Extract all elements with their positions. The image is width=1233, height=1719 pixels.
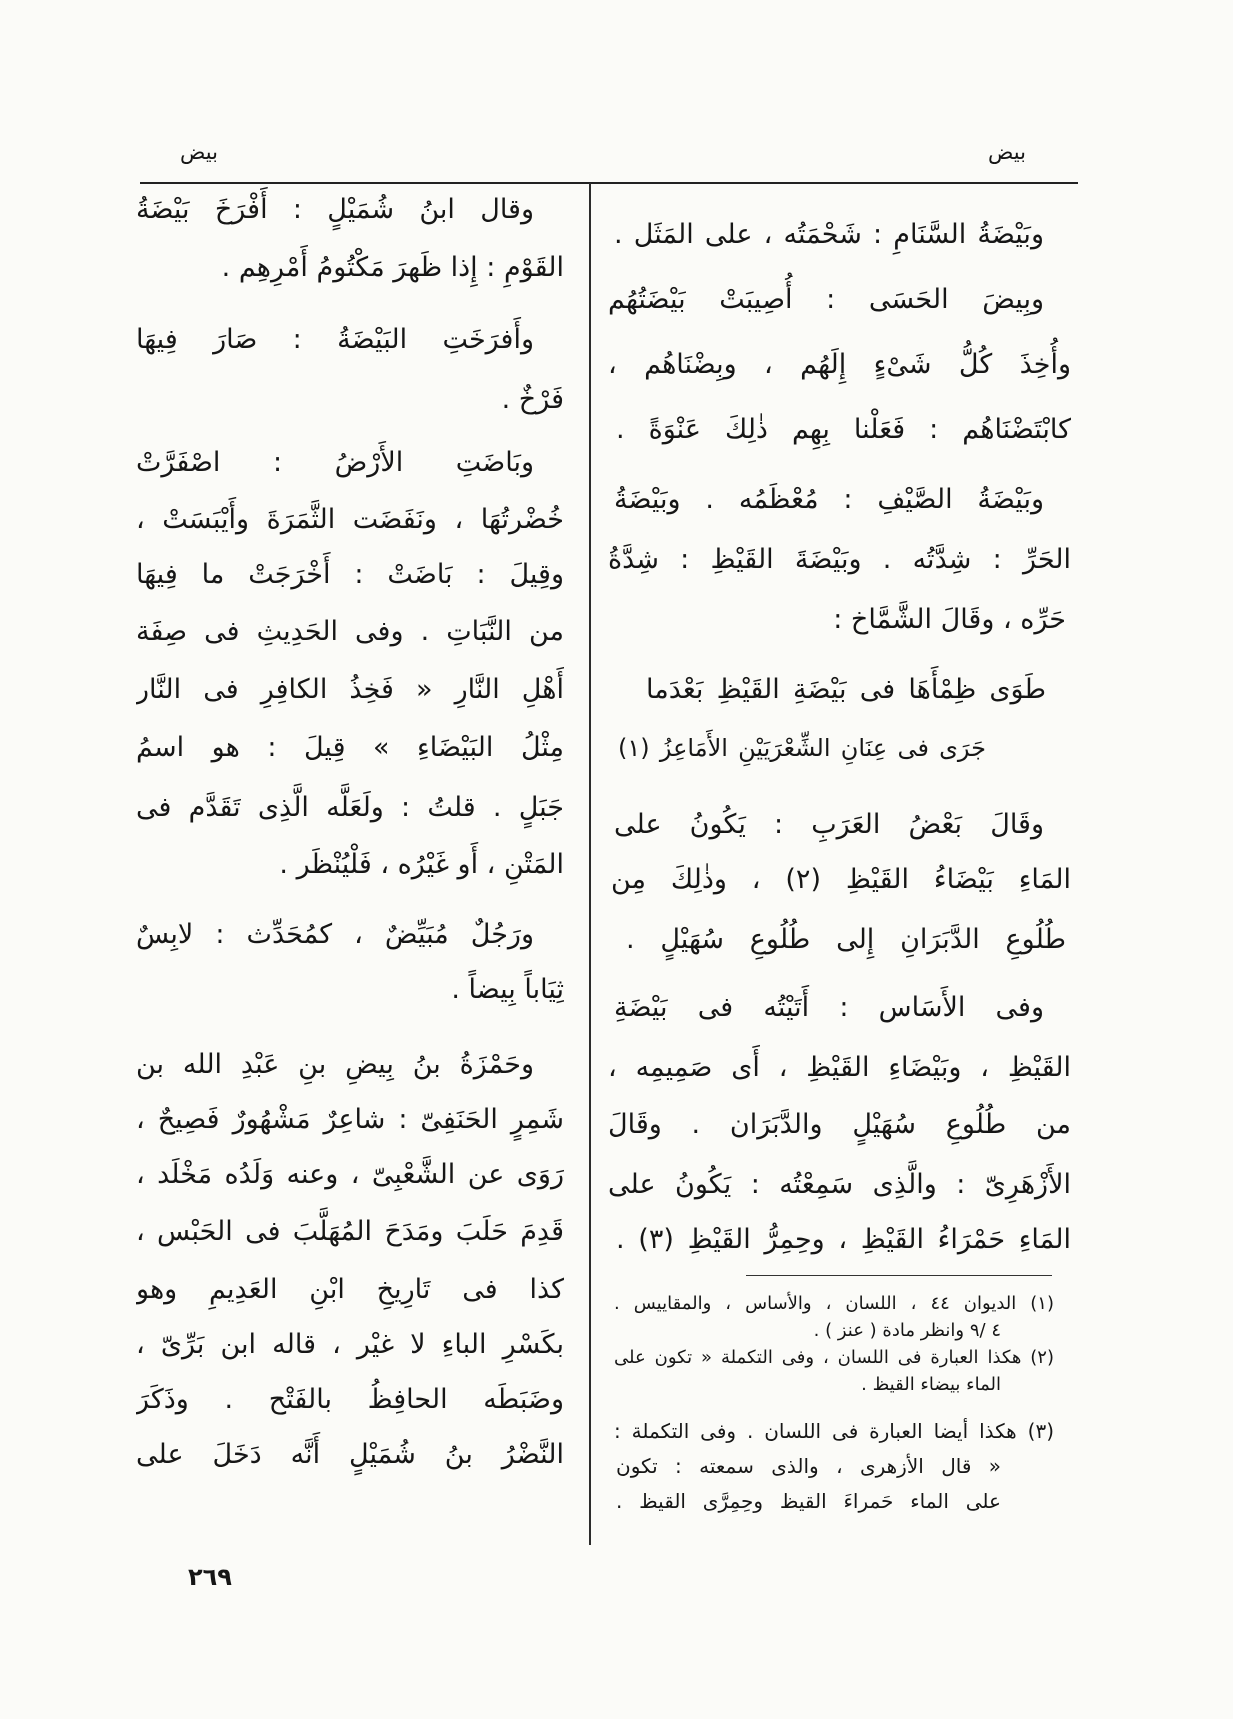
running-header-right: بيض bbox=[988, 140, 1026, 164]
left-column-line: بكَسْرِ الباءِ لا غيْر ، قاله ابن بَرِّىّ ، bbox=[136, 1329, 564, 1360]
footnote-line: (٢) هكذا العبارة فى اللسان ، وفى التكملة « تكون على bbox=[614, 1347, 1054, 1368]
left-column-line: القَوْمِ : إِذا ظَهرَ مَكْتُومُ أَمْرِهِم . bbox=[221, 252, 564, 283]
footnote-line: (٣) هكذا أيضا العبارة فى اللسان . وفى التكملة : bbox=[614, 1419, 1054, 1443]
left-column-line: ورَجُلٌ مُبَيِّضٌ ، كمُحَدِّث : لابِسٌ bbox=[136, 919, 534, 950]
page-number: ٢٦٩ bbox=[188, 1563, 232, 1591]
left-column-line: النَّضْرُ بنُ شُمَيْلٍ أَنَّه دَخَلَ على bbox=[136, 1439, 564, 1470]
left-column bbox=[136, 0, 564, 1719]
column-divider bbox=[589, 183, 591, 1545]
footnote-line: ٤ /٩ وانظر مادة ( عنز ) . bbox=[813, 1320, 1001, 1341]
left-column-line: مِثْلُ البَيْضَاءِ » قِيلَ : هو اسمُ bbox=[136, 732, 564, 763]
left-column-line: أَهْلِ النَّارِ « فَخِذُ الكافِرِ فى النَّار bbox=[136, 674, 564, 705]
right-column-line: وفى الأَسَاس : أَتَيْتُه فى بَيْضَةِ bbox=[614, 992, 1044, 1023]
left-column-line: وضَبَطَه الحافِظُ بالفَتْح . وذَكَرَ bbox=[136, 1384, 564, 1415]
footnote-rule bbox=[746, 1275, 1052, 1276]
right-column bbox=[606, 0, 1076, 1719]
right-column-line: المَاءِ بَيْضَاءُ القَيْظِ (٢) ، وذٰلِكَ مِن bbox=[611, 864, 1071, 895]
verse-line: طَوَى ظِمْأَهَا فى بَيْضَةِ القَيْظِ بَعْدَما bbox=[646, 674, 1046, 705]
left-column-line: قَدِمَ حَلَبَ ومَدَحَ المُهَلَّبَ فى الحَبْس ، bbox=[136, 1216, 564, 1247]
left-column-line: من النَّبَاتِ . وفى الحَدِيثِ فى صِفَة bbox=[136, 616, 564, 647]
right-column-line: المَاءِ حَمْرَاءُ القَيْظِ ، وحِمِرُّ القَيْظِ (٣) . bbox=[616, 1224, 1071, 1255]
right-column-line: الأَزْهَرِىّ : والَّذِى سَمِعْتُه : يَكُونُ على bbox=[608, 1169, 1071, 1200]
running-header-left: بيض bbox=[180, 140, 218, 164]
left-column-line: ثِيَاباً بِيضاً . bbox=[451, 974, 564, 1005]
left-column-line: وأَفرَخَتِ البَيْضَةُ : صَارَ فِيهَا bbox=[136, 324, 534, 355]
left-column-line: كذا فى تَارِيخِ ابْنِ العَدِيمِ وهو bbox=[136, 1274, 564, 1305]
left-column-line: وحَمْزَةُ بنُ بِيضِ بنِ عَبْدِ الله بن bbox=[136, 1049, 534, 1080]
left-column-line: شَمِرٍ الحَنَفِىّ : شاعِرٌ مَشْهُورٌ فَصِيحٌ ، bbox=[136, 1104, 564, 1135]
right-column-line: كابْتَضْنَاهُم : فَعَلْنا بِهِم ذٰلِكَ عَنْوَةً . bbox=[616, 414, 1071, 445]
left-column-line: وبَاضَتِ الأَرْضُ : اصْفَرَّتْ bbox=[136, 447, 534, 478]
right-column-line: وبِيضَ الحَسَى : أُصِيبَتْ بَيْضَتُهُم bbox=[608, 284, 1044, 315]
left-column-line: جَبَلٍ . قلتُ : ولَعَلَّه الَّذِى تَقَدَّم فى bbox=[136, 792, 564, 823]
left-column-line: وقِيلَ : بَاضَتْ : أَخْرَجَتْ ما فِيهَا bbox=[136, 559, 564, 590]
footnote-line: « قال الأزهرى ، والذى سمعته : تكون bbox=[616, 1454, 1001, 1478]
right-column-line: القَيْظِ ، وبَيْضَاءِ القَيْظِ ، أَى صَمِيمِه ، bbox=[608, 1052, 1071, 1083]
footnote-line: على الماء حَمراءَ القيظ وحِمِرَّى القيظ . bbox=[616, 1489, 1001, 1513]
right-column-line: من طُلُوعِ سُهَيْلٍ والدَّبَرَان . وقَالَ bbox=[608, 1109, 1071, 1140]
right-column-line: طُلُوعِ الدَّبَرَانِ إِلى طُلُوعِ سُهَيْلٍ . bbox=[626, 924, 1066, 955]
footnote-line: الماء بيضاء القيظ . bbox=[861, 1374, 1001, 1395]
right-column-line: وأُخِذَ كُلُّ شَىْءٍ إِلَهُم ، وبِضْنَاهُم ، bbox=[608, 349, 1071, 380]
left-column-line: فَرْخٌ . bbox=[501, 384, 564, 415]
left-column-line: خُضْرتُهَا ، ونَفَضَت الثَّمَرَةَ وأَيْبَسَتْ ، bbox=[136, 504, 564, 535]
footnote-line: (١) الديوان ٤٤ ، اللسان ، والأساس ، والمقاييس . bbox=[614, 1293, 1054, 1314]
right-column-line: الحَرِّ : شِدَّتُه . وبَيْضَةَ القَيْظِ : شِدَّةُ bbox=[608, 544, 1071, 575]
right-column-line: وقَالَ بَعْضُ العَرَبِ : يَكُونُ على bbox=[614, 809, 1044, 840]
right-column-line: حَرِّه ، وقَالَ الشَّمَّاخ : bbox=[833, 604, 1066, 635]
right-column-line: وبَيْضَةُ الصَّيْفِ : مُعْظَمُه . وبَيْضَةُ bbox=[614, 484, 1044, 515]
verse-line: جَرَى فى عِنَانِ الشِّعْرَيَيْنِ الأَمَاعِزُ (١) bbox=[618, 734, 986, 762]
left-column-line: المَتْنِ ، أَو غَيْرُه ، فَلْيُنْظَر . bbox=[279, 849, 564, 880]
left-column-line: وقال ابنُ شُمَيْلٍ : أَفْرَخَ بَيْضَةُ bbox=[136, 194, 534, 225]
right-column-line: وبَيْضَةُ السَّنَامِ : شَحْمَتُه ، على المَثَل . bbox=[614, 219, 1044, 250]
left-column-line: رَوَى عن الشَّعْبِىّ ، وعنه وَلَدُه مَخْلَد ، bbox=[136, 1159, 564, 1190]
